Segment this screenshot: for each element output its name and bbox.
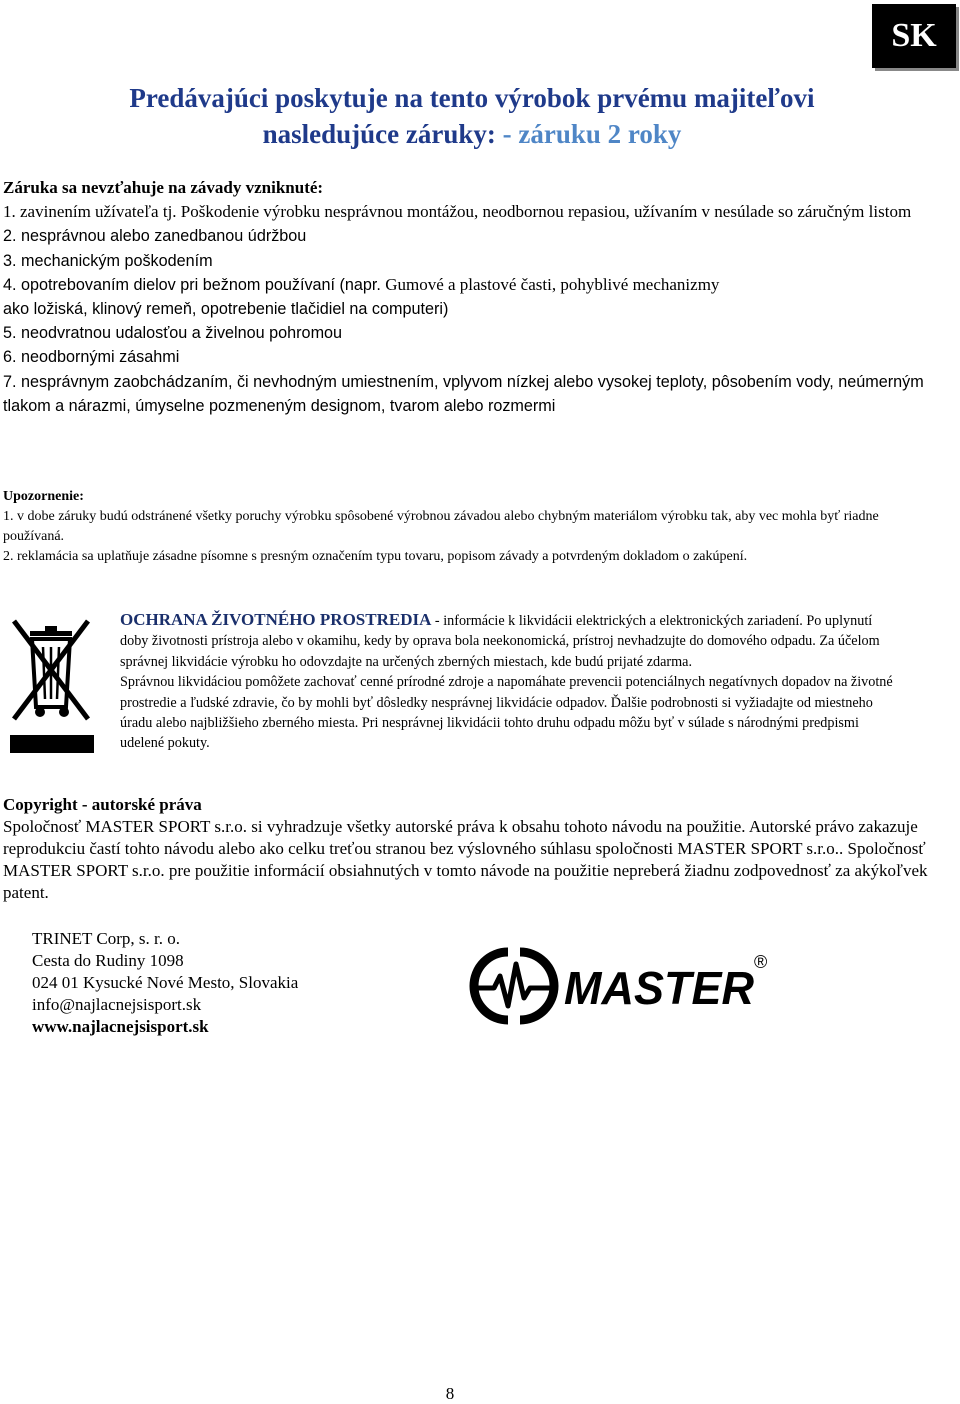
page-number: 8 <box>445 1384 455 1403</box>
warranty-period: - záruku 2 roky <box>502 119 682 149</box>
title-line-2-text: nasledujúce záruky: <box>262 119 496 149</box>
copyright-section <box>3 794 943 904</box>
title-line-1: Predávajúci poskytuje na tento výrobok prvému majiteľovi <box>129 83 815 113</box>
registered-mark: ® <box>754 952 768 972</box>
environment-intro <box>120 610 895 672</box>
exclusions-heading: Záruka sa nevzťahuje na závady vzniknuté: <box>3 178 324 197</box>
company-city: 024 01 Kysucké Nové Mesto, Slovakia <box>32 973 299 992</box>
copyright-heading: Copyright - autorské práva <box>3 795 202 814</box>
notice-section <box>3 487 943 567</box>
language-badge: SK <box>872 4 956 68</box>
copyright-text: Spoločnosť MASTER SPORT s.r.o. si vyhradzuje všetky autorské práva k obsahu tohoto návodu na použitie. Autorské právo zakazuje reprodukciu častí tohto návodu alebo ako celku treťou stranou bez výslovného súhlasu spoločnosti MASTER SPORT s.r.o.. Spoločnosť MASTER SPORT s.r.o. pre použitie informácií obsiahnutých v tomto návode na použitie nepreberá žiadnu zodpovednosť za akýkoľvek patent. <box>3 817 928 902</box>
notice-item-1: 1. v dobe záruky budú odstránené všetky poruchy výrobku spôsobené výrobnou závadou alebo chybným materiálom výrobku tak, aby vec mohla byť riadne používaná. <box>3 509 879 544</box>
exclusion-item-4-c: ako ložiská, klinový remeň, opotrebenie tlačidiel na computeri) <box>3 300 449 319</box>
notice-heading: Upozornenie: <box>3 489 84 504</box>
company-street: Cesta do Rudiny 1098 <box>32 951 184 970</box>
warranty-exclusions <box>3 176 943 418</box>
exclusion-item-2: 2. nesprávnou alebo zanedbanou údržbou <box>3 227 307 246</box>
title-line-2 <box>0 116 944 152</box>
company-website[interactable]: www.najlacnejsisport.sk <box>32 1017 209 1036</box>
exclusion-item-1: 1. zavinením užívateľa tj. Poškodenie výrobku nesprávnou montážou, neodbornou repasiou, užívaním v nesúlade so záručným listom <box>3 202 912 222</box>
notice-item-2: 2. reklamácia sa uplatňuje zásadne písomne s presným označením typu tovaru, popisom závady a potvrdeným dokladom o zakúpení. <box>3 549 748 564</box>
exclusion-item-4 <box>3 273 943 321</box>
page-title <box>0 80 944 152</box>
exclusion-item-4-b: Gumové a plastové časti, pohyblivé mechanizmy <box>385 274 720 294</box>
crossed-out-wheelie-bin-icon <box>8 615 94 755</box>
exclusion-item-3: 3. mechanickým poškodením <box>3 251 213 270</box>
environment-heading: OCHRANA ŽIVOTNÉHO PROSTREDIA <box>120 610 432 629</box>
exclusion-item-6: 6. neodbornými zásahmi <box>3 348 180 367</box>
environment-section <box>120 610 895 754</box>
company-name: TRINET Corp, s. r. o. <box>32 929 180 948</box>
environment-intro-text: - informácie k likvidácii elektrických a elektronických zariadení. Po uplynutí doby životnosti prístroja alebo v okamihu, kedy by oprava bola neekonomická, prístroj nevhadzujte do domového odpadu. Za účelom správnej likvidácie výrobku ho odovzdajte na určených zberných miestach, kde budú prijaté zdarma. <box>120 613 880 670</box>
company-address <box>32 928 432 1038</box>
exclusion-item-5: 5. neodvratnou udalosťou a živelnou pohromou <box>3 324 343 343</box>
exclusion-item-7: 7. nesprávnym zaobchádzaním, či nevhodným umiestnením, vplyvom nízkej alebo vysokej teploty, pôsobením vody, neúmerným tlakom a nárazmi, úmyselne pozmeneným designom, tvarom alebo rozmermi <box>3 372 924 415</box>
exclusion-item-4-a: 4. opotrebovaním dielov pri bežnom používaní (napr. <box>3 275 381 294</box>
environment-para-2: Správnou likvidáciou pomôžete zachovať cenné prírodné zdroje a napomáhate prevencii potenciálnych negatívnych dopadov na životné prostredie a ľudské zdravie, čo by mohli byť dôsledky nesprávnej likvidácie odpadov. Ďalšie podrobnosti si vyžiadajte od miestneho úradu alebo najbližšieho zberného miesta. Pri nesprávnej likvidácii tohto druhu odpadu môžu byť v súlade s národnými predpismi udelené pokuty. <box>120 674 893 752</box>
master-logo <box>468 940 778 1030</box>
company-email[interactable]: info@najlacnejsisport.sk <box>32 995 202 1014</box>
logo-wordmark: MASTER <box>564 962 754 1014</box>
